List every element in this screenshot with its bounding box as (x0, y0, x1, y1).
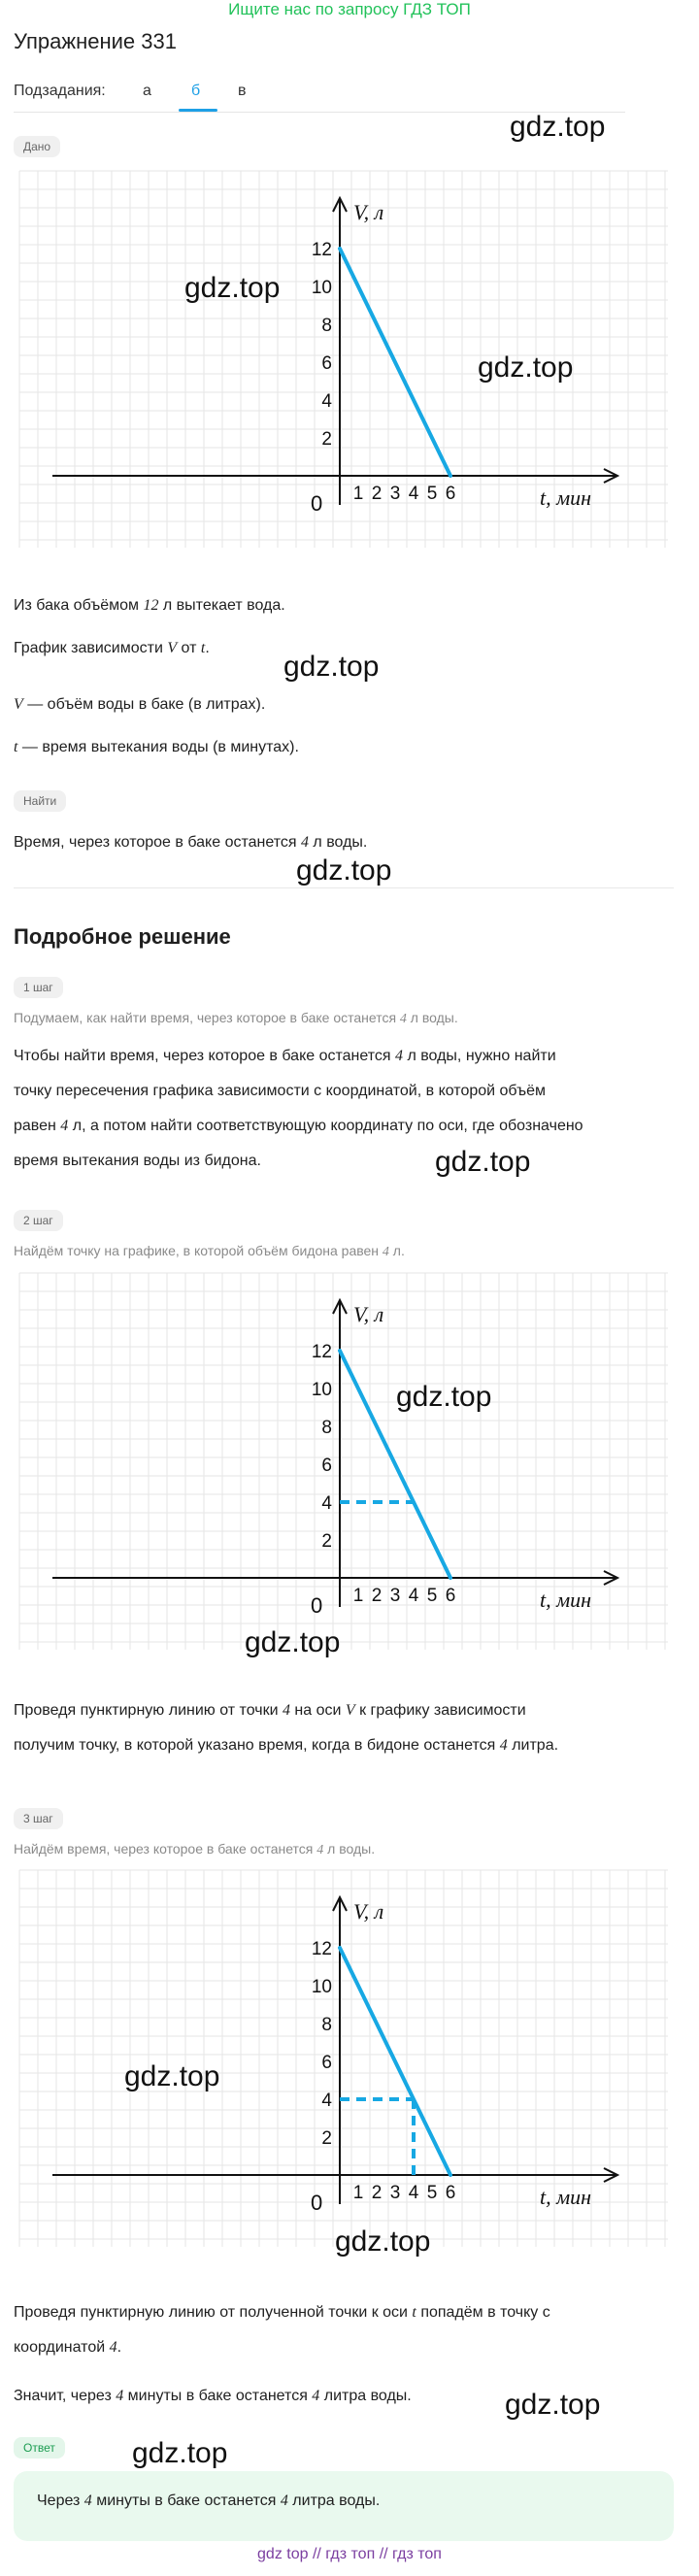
watermark: gdz.top (184, 272, 281, 304)
step3-hint: Найдём время, через которое в баке останется 4 л воды. (14, 1841, 376, 1857)
y-tick-label: 10 (311, 278, 332, 298)
watermark: gdz.top (132, 2437, 228, 2469)
watermark: gdz.top (510, 111, 606, 143)
solution-heading: Подробное решение (14, 924, 231, 949)
given-line-2: График зависимости V от t. (14, 640, 210, 656)
watermark: gdz.top (335, 2225, 431, 2258)
step1-badge: 1 шаг (14, 977, 63, 998)
y-tick-label: 4 (321, 391, 332, 412)
x-tick-label: 5 (426, 1586, 438, 1606)
y-tick-label: 10 (311, 1380, 332, 1400)
y-tick-label: 6 (321, 353, 332, 374)
x-axis-label: t, мин (540, 2185, 592, 2209)
footer-links[interactable]: gdz top // гдз топ // гдз топ (257, 2546, 442, 2562)
step2-line-2: получим точку, в которой указано время, когда в бидоне останется 4 литра. (14, 1737, 559, 1754)
watermark: gdz.top (435, 1146, 531, 1178)
series-line (340, 249, 450, 476)
chart-svg (14, 1267, 674, 1656)
watermark: gdz.top (505, 2389, 601, 2421)
x-tick-label: 6 (445, 2183, 456, 2203)
y-tick-label: 12 (311, 1342, 332, 1362)
y-tick-label: 4 (321, 1493, 332, 1514)
watermark: gdz.top (283, 651, 380, 683)
step3-graph (14, 1864, 674, 2253)
step1-line-2: точку пересечения графика зависимости с координатой, в которой объём (14, 1083, 546, 1099)
series-line (340, 1948, 450, 2175)
y-tick-label: 10 (311, 1977, 332, 1997)
x-tick-label: 3 (389, 2183, 401, 2203)
y-tick-label: 12 (311, 240, 332, 260)
y-tick-label: 6 (321, 1455, 332, 1476)
chart-svg (14, 1864, 674, 2253)
x-tick-label: 6 (445, 1586, 456, 1606)
step3-line-1: Проведя пунктирную линию от полученной точки к оси t попадём в точку с (14, 2304, 550, 2321)
y-axis-label: V, л (353, 1899, 384, 1924)
step2-line-1: Проведя пунктирную линию от точки 4 на оси V к графику зависимости (14, 1702, 526, 1719)
subtask-tab-a[interactable]: а (143, 83, 151, 99)
given-badge: Дано (14, 136, 60, 157)
subtasks-label: Подзадания: (14, 83, 106, 99)
origin-label: 0 (311, 2191, 323, 2215)
section-divider (14, 887, 674, 888)
find-badge: Найти (14, 790, 66, 812)
x-tick-label: 5 (426, 2183, 438, 2203)
y-tick-label: 4 (321, 2091, 332, 2111)
step1-line-4: время вытекания воды из бидона. (14, 1153, 261, 1169)
x-tick-label: 5 (426, 484, 438, 504)
answer-text: Через 4 минуты в баке останется 4 литра воды. (37, 2492, 381, 2509)
x-tick-label: 4 (408, 2183, 419, 2203)
x-tick-label: 6 (445, 484, 456, 504)
watermark: gdz.top (396, 1381, 492, 1413)
given-line-4: t — время вытекания воды (в минутах). (14, 739, 299, 755)
y-tick-label: 8 (321, 316, 332, 336)
subtask-tab-b[interactable]: б (191, 83, 201, 99)
step1-line-3: равен 4 л, а потом найти соответствующую координату по оси, где обозначено (14, 1118, 583, 1134)
x-tick-label: 4 (408, 484, 419, 504)
y-tick-label: 8 (321, 2015, 332, 2035)
find-text: Время, через которое в баке останется 4 л воды. (14, 834, 368, 851)
step2-hint: Найдём точку на графике, в которой объём бидона равен 4 л. (14, 1243, 405, 1259)
subtask-tab-v[interactable]: в (238, 83, 247, 99)
given-line-1: Из бака объёмом 12 л вытекает вода. (14, 597, 285, 614)
step3-line-2: координатой 4. (14, 2339, 122, 2356)
y-axis-label: V, л (353, 1302, 384, 1326)
page-title: Упражнение 331 (14, 29, 177, 53)
y-tick-label: 8 (321, 1418, 332, 1438)
x-tick-label: 1 (352, 2183, 364, 2203)
origin-label: 0 (311, 491, 323, 516)
chart-svg (14, 165, 674, 553)
origin-label: 0 (311, 1593, 323, 1618)
step3-badge: 3 шаг (14, 1808, 63, 1829)
x-axis-label: t, мин (540, 1588, 592, 1612)
y-axis-label: V, л (353, 200, 384, 224)
answer-badge: Ответ (14, 2437, 65, 2459)
y-tick-label: 2 (321, 2128, 332, 2149)
x-tick-label: 1 (352, 1586, 364, 1606)
x-axis-label: t, мин (540, 485, 592, 510)
step3-line-3: Значит, через 4 минуты в баке останется 4 литра воды. (14, 2388, 412, 2404)
step2-badge: 2 шаг (14, 1210, 63, 1231)
y-tick-label: 2 (321, 1531, 332, 1552)
given-line-3: V — объём воды в баке (в литрах). (14, 696, 266, 713)
x-tick-label: 4 (408, 1586, 419, 1606)
x-tick-label: 2 (371, 1586, 383, 1606)
y-tick-label: 2 (321, 429, 332, 450)
watermark: gdz.top (124, 2060, 220, 2092)
watermark: gdz.top (245, 1626, 341, 1658)
watermark: gdz.top (478, 351, 574, 384)
y-tick-label: 12 (311, 1939, 332, 1959)
x-tick-label: 1 (352, 484, 364, 504)
given-graph (14, 165, 674, 553)
x-tick-label: 2 (371, 2183, 383, 2203)
watermark: gdz.top (296, 854, 392, 887)
step2-graph (14, 1267, 674, 1656)
x-tick-label: 3 (389, 484, 401, 504)
step1-line-1: Чтобы найти время, через которое в баке останется 4 л воды, нужно найти (14, 1048, 556, 1064)
y-tick-label: 6 (321, 2053, 332, 2073)
x-tick-label: 3 (389, 1586, 401, 1606)
search-banner[interactable]: Ищите нас по запросу ГДЗ ТОП (228, 0, 471, 18)
step1-hint: Подумаем, как найти время, через которое в баке останется 4 л воды. (14, 1010, 458, 1026)
active-tab-indicator (179, 109, 217, 112)
x-tick-label: 2 (371, 484, 383, 504)
